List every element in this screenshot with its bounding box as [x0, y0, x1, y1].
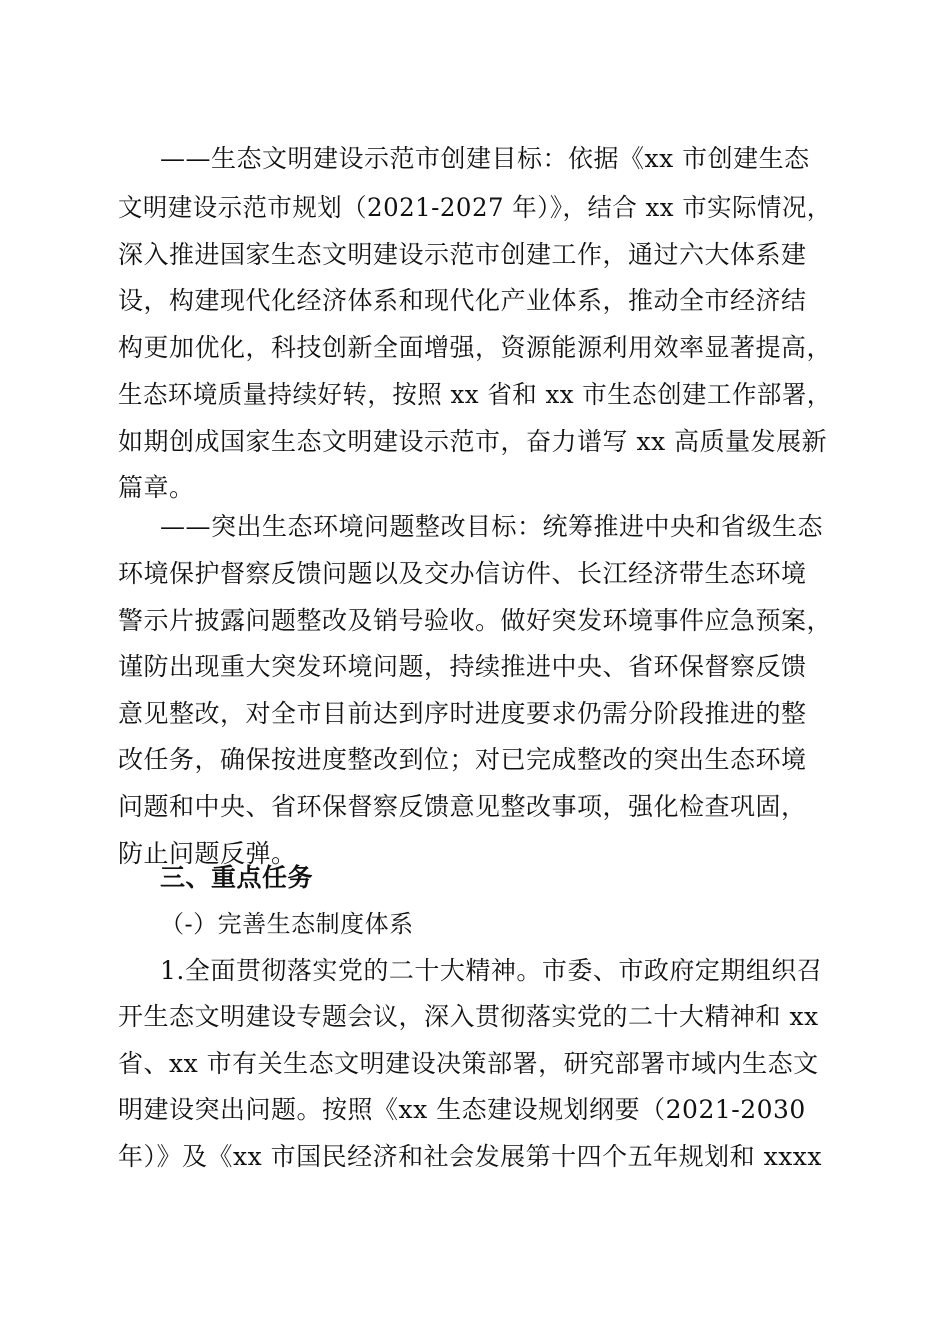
paragraph-2-line-8: 防止问题反弹。	[118, 839, 297, 868]
paragraph-2-line-7: 问题和中央、省环保督察反馈意见整改事项，强化检查巩固，	[118, 792, 807, 821]
paragraph-2-line-3: 警示片披露问题整改及销号验收。做好突发环境事件应急预案，	[118, 606, 833, 635]
paragraph-1-line-7: 如期创成国家生态文明建设示范市，奋力谱写 xx 高质量发展新	[118, 427, 828, 456]
subsection-heading: （-）完善生态制度体系	[160, 910, 414, 938]
section-heading: 三、重点任务	[160, 863, 314, 892]
paragraph-1-line-4: 设，构建现代化经济体系和现代化产业体系，推动全市经济结	[118, 286, 807, 315]
paragraph-1-line-2: 文明建设示范市规划（2021-2027 年）》，结合 xx 市实际情况，	[118, 193, 832, 222]
paragraph-3-line-2: 开生态文明建设专题会议，深入贯彻落实党的二十大精神和 xx	[118, 1002, 819, 1031]
paragraph-3-line-5: 年）》及《xx 市国民经济和社会发展第十四个五年规划和 xxxx	[118, 1142, 822, 1171]
paragraph-2-line-4: 谨防出现重大突发环境问题，持续推进中央、省环保督察反馈	[118, 652, 807, 681]
paragraph-2-line-6: 改任务，确保按进度整改到位；对已完成整改的突出生态环境	[118, 745, 807, 774]
paragraph-3-line-1: 1.全面贯彻落实党的二十大精神。市委、市政府定期组织召	[160, 956, 823, 985]
paragraph-1-line-5: 构更加优化，科技创新全面增强，资源能源利用效率显著提高，	[118, 333, 833, 362]
paragraph-2-line-2: 环境保护督察反馈问题以及交办信访件、长江经济带生态环境	[118, 559, 807, 588]
paragraph-1-line-8: 篇章。	[118, 473, 195, 502]
paragraph-2-line-1: ——突出生态环境问题整改目标：统筹推进中央和省级生态	[160, 512, 824, 541]
paragraph-2-line-5: 意见整改，对全市目前达到序时进度要求仍需分阶段推进的整	[118, 699, 807, 728]
paragraph-3-line-3: 省、xx 市有关生态文明建设决策部署，研究部署市域内生态文	[118, 1049, 819, 1078]
paragraph-1-line-3: 深入推进国家生态文明建设示范市创建工作，通过六大体系建	[118, 240, 807, 269]
paragraph-3-line-4: 明建设突出问题。按照《xx 生态建设规划纲要（2021-2030	[118, 1095, 806, 1124]
paragraph-1-line-6: 生态环境质量持续好转，按照 xx 省和 xx 市生态创建工作部署，	[118, 380, 832, 409]
paragraph-1-line-1: ——生态文明建设示范市创建目标：依据《xx 市创建生态	[160, 144, 810, 173]
